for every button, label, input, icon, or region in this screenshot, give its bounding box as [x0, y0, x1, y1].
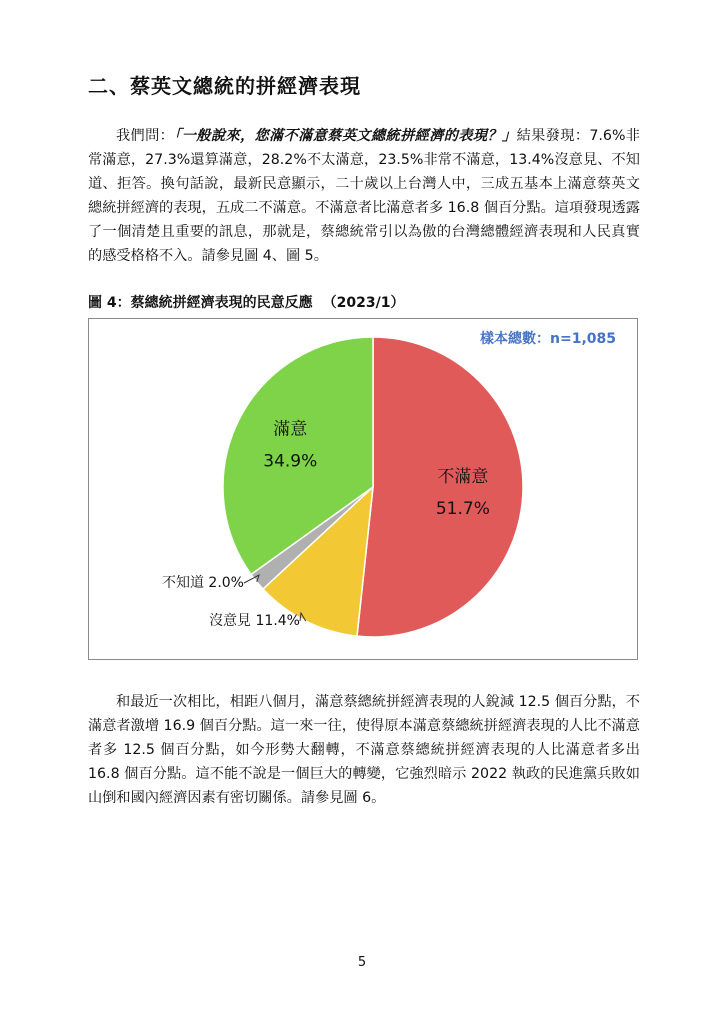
slice-value-label: 34.9% [263, 451, 318, 472]
figure-title [88, 292, 404, 312]
slice-label: 不滿意 [437, 466, 489, 487]
survey-question: 「一般說來，您滿不滿意蔡英文總統拼經濟的表現？」 [174, 128, 517, 144]
pie-chart-frame [88, 318, 638, 660]
slice-label: 不知道 2.0% [161, 575, 244, 591]
paragraph-1 [88, 124, 640, 268]
sample-size-annotation: 樣本總數：n=1,085 [480, 331, 616, 347]
para1-rest: 結果發現：7.6%非常滿意，27.3%還算滿意，28.2%不太滿意，23.5%非常不滿意，13.4%沒意見、不知道、拒答。換句話說，最新民意顯示，二十歲以上台灣人中，三成五基本上滿意蔡英文總統拼經濟的表現，五成二不滿意。不滿意者比滿意者多 16.8 個百分點。這項發現透露了一個清楚且重要的訊息，那就是，蔡總統常引以為傲的台灣總體經濟表現和人民真實的感受格格不入。請參見圖 4、圖 5。 [88, 128, 640, 264]
paragraph-2 [88, 690, 640, 810]
slice-label: 沒意見 11.4% [209, 613, 300, 629]
para1-lead: 我們問： [116, 128, 175, 144]
figure-title-text: 圖 4：蔡總統拼經濟表現的民意反應 [88, 295, 313, 311]
section-heading: 二、蔡英文總統的拼經濟表現 [88, 74, 361, 98]
pie-slice-1 [357, 337, 523, 637]
para2-text: 和最近一次相比，相距八個月，滿意蔡總統拼經濟表現的人銳減 12.5 個百分點，不滿意者激增 16.9 個百分點。這一來一往，使得原本滿意蔡總統拼經濟表現的人比不滿意者多 12.5 個百分點，如今形勢大翻轉，不滿意蔡總統拼經濟表現的人比滿意者多出 16.8 個百分點。這不能不說是一個巨大的轉變，它強烈暗示 2022 執政的民進黨兵敗如山倒和國內經濟因素有密切關係。請參見圖 6。 [88, 694, 640, 806]
page-number: 5 [357, 955, 367, 970]
slice-label: 滿意 [273, 419, 308, 440]
figure-date: （2023/1） [322, 295, 405, 311]
slice-value-label: 51.7% [435, 498, 490, 519]
pie-chart [89, 319, 637, 659]
